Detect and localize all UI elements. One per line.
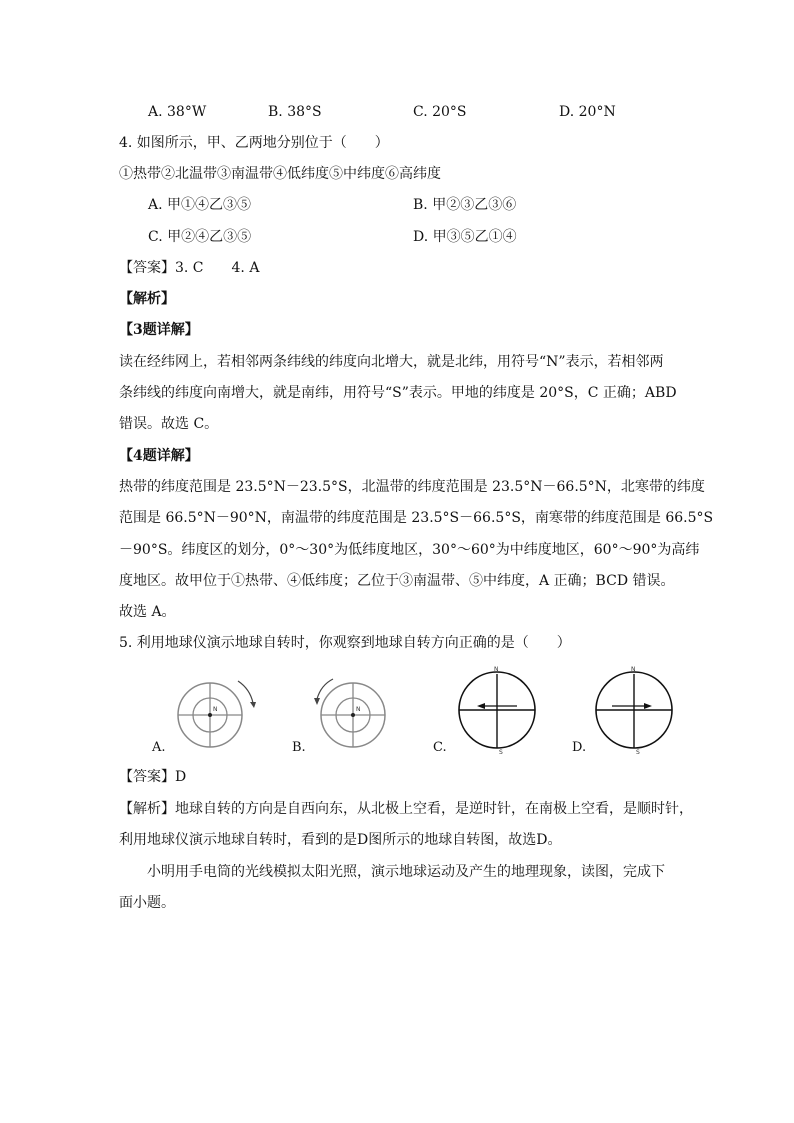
q3-detail-line-1: 读在经纬网上，若相邻两条纬线的纬度向北增大，就是北纬，用符号“N”表示，若相邻两 [119,354,664,370]
q4-choices: ①热带②北温带③南温带④低纬度⑤中纬度⑥高纬度 [119,166,441,182]
answer-3-4: 【答案】3. C 4. A [119,260,260,276]
q4-option-d: D. 甲③⑤乙①④ [413,229,517,245]
q3-detail-label: 【3题详解】 [119,322,199,338]
q3-option-d: D. 20°N [559,104,616,120]
q4-detail-line-3: －90°S。纬度区的划分，0°～30°为低纬度地区，30°～60°为中纬度地区，60°～90°为高纬 [119,542,700,558]
q4-stem: 4. 如图所示，甲、乙两地分别位于（ ） [119,135,389,151]
figure-b-label: B. [292,740,306,755]
answer-5: 【答案】D [119,769,187,785]
figure-c-n-mark: N [494,666,499,673]
q5-analysis-line-2: 利用地球仪演示地球自转时，看到的是D图所示的地球自转图，故选D。 [119,832,562,848]
q3-detail-line-2: 条纬线的纬度向南增大，就是南纬，用符号“S”表示。甲地的纬度是 20°S，C 正确；ABD [119,385,677,401]
figure-d-s-mark: S [636,749,640,756]
figure-a-n-mark: N [213,706,218,713]
figure-a-label: A. [152,740,166,755]
q3-option-a: A. 38°W [148,104,207,120]
q4-option-a: A. 甲①④乙③⑤ [148,197,252,213]
figure-c-label: C. [433,740,447,755]
q3-detail-line-3: 错误。故选 C。 [119,416,219,432]
q4-detail-line-2: 范围是 66.5°N－90°N，南温带的纬度范围是 23.5°S－66.5°S，南寒带的纬度范围是 66.5°S [119,510,714,526]
intro-line-2: 面小题。 [119,895,175,911]
q4-option-b: B. 甲②③乙③⑥ [413,197,517,213]
figure-b-n-mark: N [356,706,361,713]
figure-a [170,673,270,757]
intro-line-1: 小明用手电筒的光线模拟太阳光照，演示地球运动及产生的地理现象，读图，完成下 [147,864,665,880]
q5-analysis-line-1: 【解析】地球自转的方向是自西向东，从北极上空看，是逆时针，在南极上空看，是顺时针， [119,801,693,817]
q4-detail-label: 【4题详解】 [119,448,199,464]
figure-d-n-mark: N [631,666,636,673]
q3-option-c: C. 20°S [413,104,467,120]
figure-d-label: D. [572,740,587,755]
q4-detail-line-4: 度地区。故甲位于①热带、④低纬度；乙位于③南温带、⑤中纬度，A 正确；BCD 错误。 [119,573,675,589]
figure-b [307,673,407,757]
q4-detail-line-1: 热带的纬度范围是 23.5°N－23.5°S，北温带的纬度范围是 23.5°N－66.5°N，北寒带的纬度 [119,479,705,495]
q4-option-c: C. 甲②④乙③⑤ [148,229,252,245]
figure-c-s-mark: S [499,749,503,756]
analysis-label: 【解析】 [119,291,175,307]
q3-option-b: B. 38°S [268,104,322,120]
q5-stem: 5. 利用地球仪演示地球自转时，你观察到地球自转方向正确的是（ ） [119,635,571,651]
figure-d [586,662,686,762]
q4-detail-line-5: 故选 A。 [119,604,176,620]
figure-c [449,662,549,762]
